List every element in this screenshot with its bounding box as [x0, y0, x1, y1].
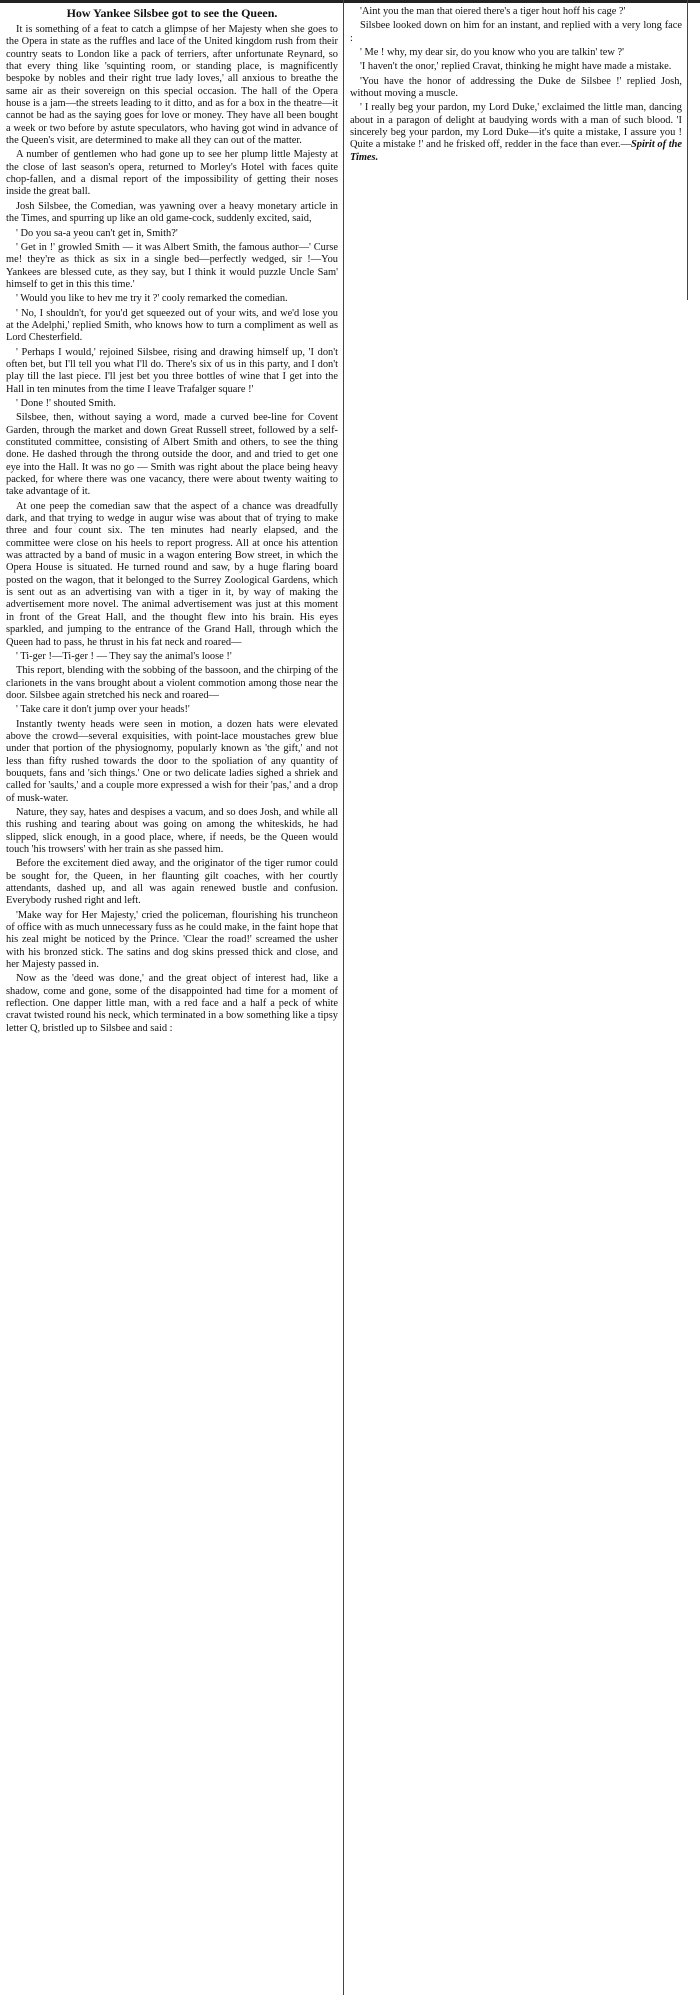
paragraph: Silsbee looked down on him for an instant, and replied with a very long face : [350, 20, 682, 44]
paragraph: Nature, they say, hates and despises a vacum, and so does Josh, and while all this rushing and tearing about was going on among the whiteskids, he had slipped, slick enough, in a good place, where, if needs, be the Queen would touch 'his trowsers' with her train as she passed him. [6, 806, 338, 855]
paragraph: ' Get in !' growled Smith — it was Albert Smith, the famous author—' Curse me! they're as thick as six in a single bed—perfectly wedged, sir !—You Yankees are blessed cute, as they say, but I think it would puzzle Uncle Sam' himself to get in this this time.' [6, 241, 338, 290]
article-headline: How Yankee Silsbee got to see the Queen. [66, 6, 278, 20]
paragraph: A number of gentlemen who had gone up to see her plump little Majesty at the close of last season's opera, returned to Morley's Hotel with faces quite chop-fallen, and a dismal report of the impossibility of getting their noses inside the great ball. [6, 149, 338, 198]
paragraph: Now as the 'deed was done,' and the great object of interest had, like a shadow, come and gone, some of the disappointed had time for a moment of reflection. One dapper little man, with a red face and a half a peck of white cravat twisted round his neck, which terminated in a bow something like a tipsy letter Q, bristled up to Silsbee and said : [6, 973, 338, 1034]
column-rule [343, 0, 344, 1995]
paragraph: It is something of a feat to catch a glimpse of her Majesty when she goes to the Opera in state as the ruffles and lace of the United kingdom rush from their country seats to London like a pack of terriers, after unfortunate Reynard, so that every thing like 'squinting room, or standing place, is magnificently bespoke by nobles and their right true lady loves,' all anxious to breathe the same air as their sovereign on this special occasion. The hall of the Opera house is a jam—the streets leading to it ditto, and as for a box in the theatre—it cannot be had as the saying goes for love or money. They have all been bought a week or two before by astute speculators, who having got wind in advance of the Queen's visit, are determined to make all they can out of the matter. [6, 24, 338, 147]
paragraph: 'Make way for Her Majesty,' cried the policeman, flourishing his truncheon of office with as much unnecessary fuss as he could make, in the faint hope that his zeal might be noticed by the Prince. 'Clear the road!' screamed the usher with his bronzed stick. The satins and dog skins pressed thick and close, and her Majesty passed in. [6, 909, 338, 971]
paragraph-with-signature [350, 102, 682, 164]
paragraph: ' Take care it don't jump over your heads!' [16, 704, 190, 716]
paragraph: ' Do you sa-a yeou can't get in, Smith?' [16, 227, 178, 239]
paragraph: ' Perhaps I would,' rejoined Silsbee, rising and drawing himself up, 'I don't often bet, but I'll tell you what I'll do. There's six of us in this party, and I don't play till the last piece. I'll jest bet you three bottles of wine that I get into the Hall in ten minutes from the time I leave Trafalger square !' [6, 346, 338, 395]
article-column-right [350, 6, 682, 166]
paragraph: ' No, I shouldn't, for you'd get squeezed out of your wits, and we'd lose you at the Adelphi,' replied Smith, who knows how to turn a compliment as well as Lord Chesterfield. [6, 307, 338, 344]
paragraph: ' Would you like to hev me try it ?' cooly remarked the comedian. [16, 293, 288, 305]
paragraph: This report, blending with the sobbing of the bassoon, and the chirping of the clarionets in the vans brought about a violent commotion among those near the door. Silsbee again stretched his neck and roared— [6, 665, 338, 701]
source-signature: Spirit of the Times. [350, 139, 682, 163]
right-edge-rule [687, 0, 688, 300]
paragraph: Before the excitement died away, and the originator of the tiger rumor could be sought for, the Queen, in her flaunting gilt coaches, with her courtly attendants, dashed up, and all was again renewed bustle and confusion. Everybody rushed right and left. [6, 858, 338, 907]
paragraph-text: ' I really beg your pardon, my Lord Duke,' exclaimed the little man, dancing about in a paragon of delight at baudying words with a man of such blood. 'I sincerely beg your pardon, my Lord Duke—it's quite a mistake, I assure you ! Quite a mistake !' and he frisked off, redder in the face than ever.— [350, 102, 682, 151]
article-column-left [6, 6, 338, 1037]
paragraph: 'Aint you the man that oiered there's a tiger hout hoff his cage ?' [360, 6, 626, 17]
paragraph: ' Ti-ger !—Ti-ger ! — They say the animal's loose !' [16, 650, 232, 662]
paragraph: ' Done !' shouted Smith. [16, 397, 116, 409]
paragraph: 'I haven't the onor,' replied Cravat, thinking he might have made a mistake. [360, 61, 672, 73]
paragraph: At one peep the comedian saw that the aspect of a chance was dreadfully dark, and that trying to wedge in augur wise was about that of trying to make three and four count six. The ten minutes had nearly elapsed, and the committee were close on his heels to report progress. All at once his attention was attracted by a band of music in a wagon entering Bow street, in which the Opera House is situated. He turned round and saw, by a huge flaring board posted on the wagon, that it belonged to the Surrey Zoological Gardens, which is sent out as an advertising van with a tiger in it, by way of making the advertisement more novel. The animal advertisement was just at this moment in front of the Great Hall, and the thought flew into his brain. His eyes sparkled, and jumping to the entrance of the Grand Hall, through which the Queen had to pass, he thrust in his fat neck and roared— [6, 500, 338, 648]
paragraph: Josh Silsbee, the Comedian, was yawning over a heavy monetary article in the Times, and spurring up like an old game-cock, suddenly excited, said, [6, 200, 338, 225]
paragraph: ' Me ! why, my dear sir, do you know who you are talkin' tew ?' [360, 47, 624, 59]
paragraph: Silsbee, then, without saying a word, made a curved bee-line for Covent Garden, through the market and down Great Russell street, followed by a self-constituted committee, consisting of Albert Smith and others, to see the thing done. He dashed through the throng outside the door, and and tried to get one eye into the Hall. It was no go — Smith was right about the place being heavy packed, for where there was one vacancy, there were about twenty waiting to take advantage of it. [6, 412, 338, 498]
paragraph: Instantly twenty heads were seen in motion, a dozen hats were elevated above the crowd—several exquisities, with point-lace moustaches grew blue under that portion of the physiognomy, popularly known as 'the gift,' and not less than fifty rushed towards the door to the spoliation of any quantity of bouquets, fans and 'sich things.' One or two delicate ladies sighed a shriek and called for 'saults,' and a couple more expressed a wish for their 'pas,' and a drop of musk-water. [6, 718, 338, 804]
top-rule [0, 0, 700, 3]
paragraph: 'You have the honor of addressing the Duke de Silsbee !' replied Josh, without moving a muscle. [350, 75, 682, 100]
